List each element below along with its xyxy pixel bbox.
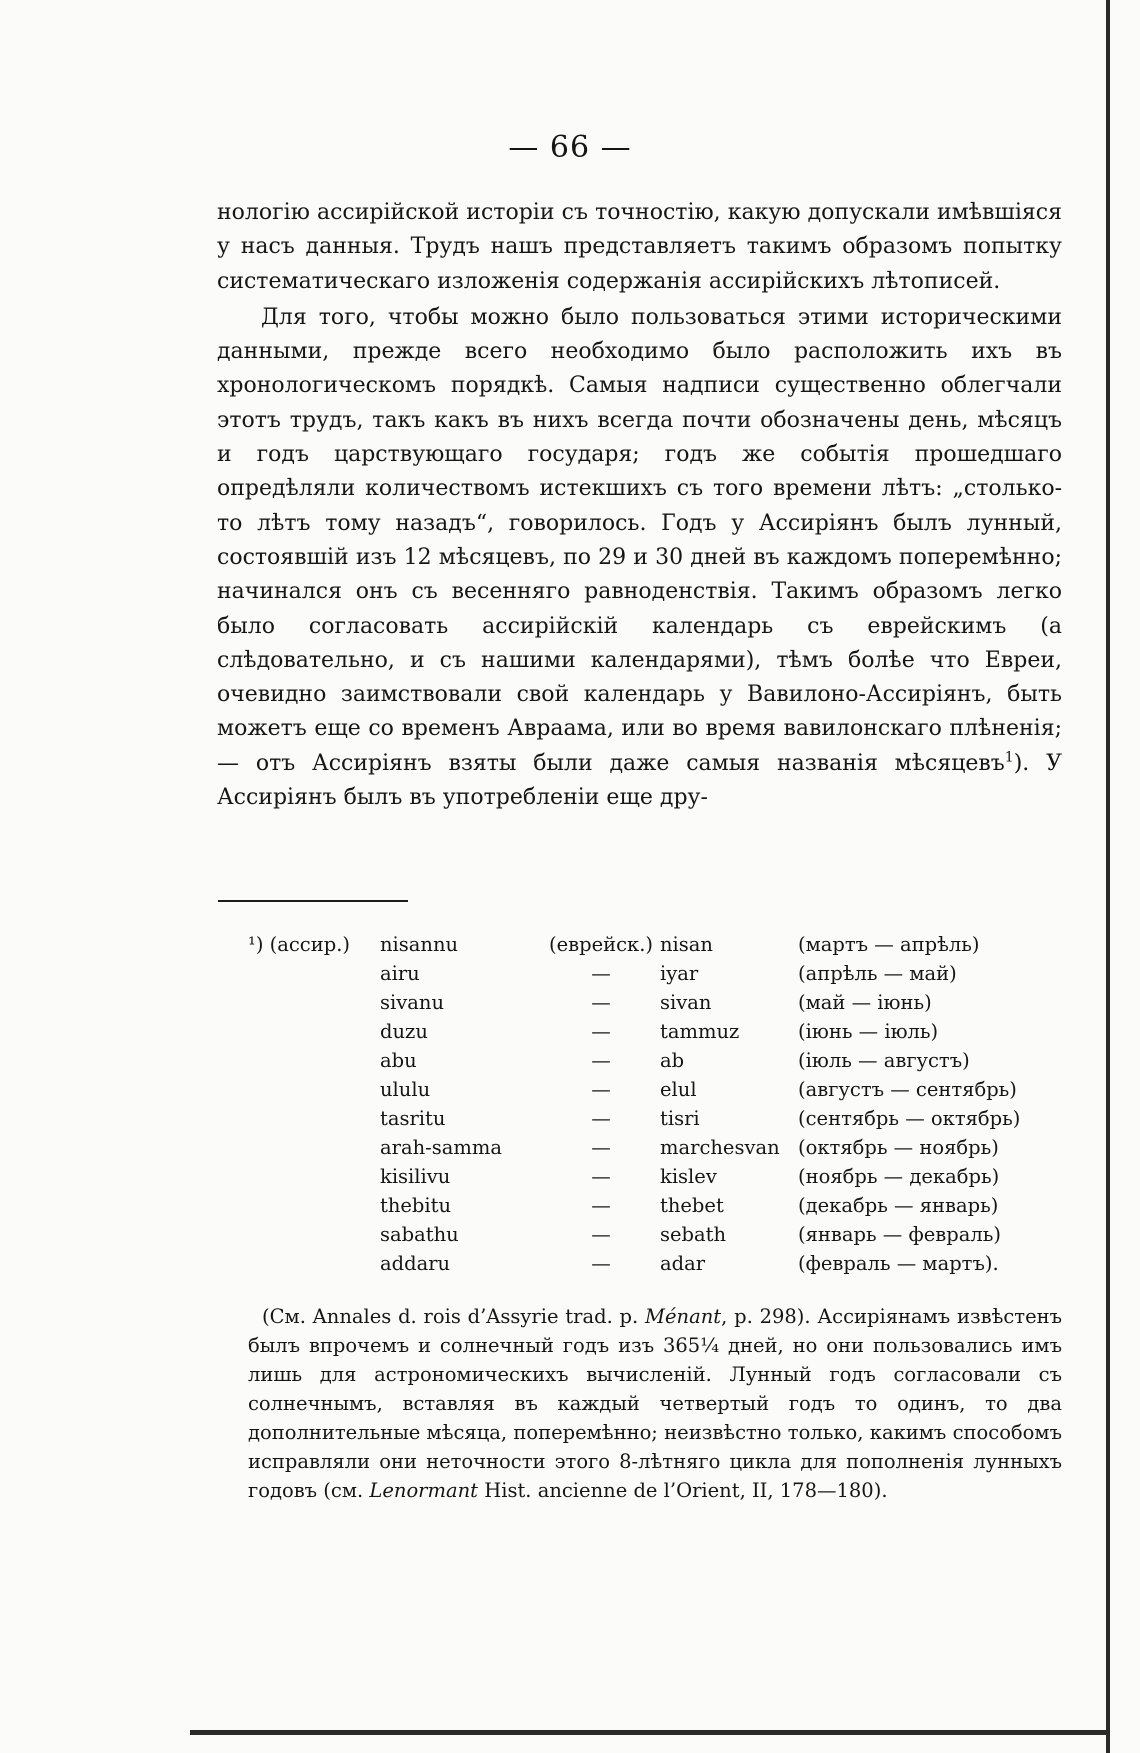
hebrew-month: kislev [660,1165,717,1188]
hebrew-month: ab [660,1049,685,1072]
modern-months: (апрѣль — май) [798,962,957,985]
dash: — [591,1136,611,1159]
hebrew-label: (еврейск.) [548,933,654,956]
footnote-note [248,1302,1062,1505]
assyrian-month: arah-samma [380,1136,502,1159]
assyrian-month: thebitu [380,1194,452,1217]
modern-months: (ноябрь — декабрь) [798,1165,1000,1188]
assyrian-month: sivanu [380,991,445,1014]
note-text: (См. Annales d. rois d’Assyrie trad. p. [262,1305,639,1328]
hebrew-month: adar [660,1252,706,1275]
dash: — [591,1078,611,1101]
dash: — [591,1049,611,1072]
hebrew-month: sebath [660,1223,727,1246]
dash: — [591,962,611,985]
page-edge-bottom [190,1730,1110,1735]
paragraph-text: Для того, чтобы можно было пользоваться этими историческими данными, прежде всего необходимо было расположить ихъ въ хронологическомъ порядкѣ. Самыя надписи существенно облегчали этотъ трудъ, такъ какъ въ нихъ всегда почти обозначены день, мѣсяцъ и годъ царствующаго государя; годъ же событія прошедшаго опредѣляли количествомъ истекшихъ съ того времени лѣтъ: „столько-то лѣтъ тому назадъ“, говорилось. Годъ у Ассиріянъ былъ лунный, состоявшій изъ 12 мѣсяцевъ, по 29 и 30 дней въ каждомъ поперемѣнно; начинался онъ съ весенняго равноденствія. Такимъ образомъ легко было согласовать ассирійскій календарь съ еврейскимъ (а слѣдовательно, и съ нашими календарями), тѣмъ болѣе что Евреи, очевидно заимствовали свой календарь у Вавилоно-Ассиріянъ, быть можетъ еще со временъ Авраама, или во время вавилонскаго плѣненія; — отъ Ассиріянъ взяты были даже самыя названія мѣсяцевъ [217,304,1062,776]
footnote-divider [218,900,408,902]
modern-months: (октябрь — ноябрь) [798,1136,999,1159]
dash: — [591,1194,611,1217]
assyrian-month: sabathu [380,1223,459,1246]
table-row [248,930,1008,959]
assyrian-month: nisannu [380,933,459,956]
assyrian-month: duzu [380,1020,428,1043]
note-author: Lenormant [369,1479,479,1502]
page-edge-right [1106,0,1110,1753]
assyrian-month: addaru [380,1252,451,1275]
dash: — [591,1020,611,1043]
table-row [248,1075,1017,1104]
table-row [248,1104,1021,1133]
hebrew-month: iyar [660,962,699,985]
table-row [248,1191,1008,1220]
month-table [248,930,1021,1278]
assyrian-month: tasritu [380,1107,446,1130]
note-author: Ménant [645,1305,722,1328]
dash: — [591,1223,611,1246]
assyrian-month: kisilivu [380,1165,451,1188]
footnote-marker-label [248,930,380,959]
modern-months: (іюль — августъ) [798,1049,970,1072]
modern-months: (іюнь — іюль) [798,1020,939,1043]
hebrew-month: sivan [660,991,712,1014]
modern-months: (февраль — мартъ). [798,1252,999,1275]
hebrew-month: marchesvan [660,1136,780,1159]
table-row [248,959,1008,988]
hebrew-month: thebet [660,1194,724,1217]
modern-months: (мартъ — апрѣль) [798,933,980,956]
assyrian-month: airu [380,962,420,985]
note-text: Hist. ancienne de l’Orient, II, 178—180). [484,1479,888,1502]
modern-months: (январь — февраль) [798,1223,1002,1246]
table-row [248,1162,1008,1191]
dash: — [591,991,611,1014]
body-text [217,196,1062,815]
footnote-ref: 1 [1004,749,1014,766]
assyrian-month: abu [380,1049,417,1072]
footnote-marker: ¹) [248,933,264,956]
hebrew-month: tisri [660,1107,700,1130]
table-row [248,988,1008,1017]
dash: — [591,1107,611,1130]
modern-months: (сентябрь — октябрь) [798,1107,1021,1130]
hebrew-month: elul [660,1078,697,1101]
assyrian-month: ululu [380,1078,431,1101]
note-text: , p. 298). Ассиріянамъ извѣстенъ былъ впрочемъ и солнечный годъ изъ 365¼ дней, но они пользовались имъ лишь для астрономическихъ вычисленій. Лунный годъ согласовали съ солнечнымъ, вставляя въ каждый четвертый годъ то одинъ, то два дополнительные мѣсяца, поперемѣнно; неизвѣстно только, какимъ способомъ исправляли они неточности этого 8-лѣтняго цикла для пополненія лунныхъ годовъ (см. [248,1305,1063,1502]
table-row [248,1220,1008,1249]
modern-months: (декабрь — январь) [798,1194,999,1217]
modern-months: (май — іюнь) [798,991,932,1014]
table-row [248,1249,1008,1278]
page-number: — 66 — [508,130,632,165]
dash: — [591,1165,611,1188]
paragraph-text-end: ). У Ассиріянъ былъ въ употребленіи еще дру- [217,750,1062,811]
note-paragraph [248,1302,1062,1505]
hebrew-month: nisan [660,933,713,956]
table-row [248,1017,1008,1046]
hebrew-month: tammuz [660,1020,740,1043]
table-row [248,1133,1008,1162]
paragraph: нологію ассирійской исторіи съ точностію, какую допускали имѣвшіяся у насъ данныя. Трудъ нашъ представляетъ такимъ образомъ попытку систематическаго изложенія содержанія ассирійскихъ лѣтописей. [217,200,1062,294]
modern-months: (августъ — сентябрь) [798,1078,1017,1101]
table-row [248,1046,1008,1075]
dash: — [591,1252,611,1275]
paragraph [217,301,1062,815]
assyrian-label: (ассир.) [269,933,351,956]
